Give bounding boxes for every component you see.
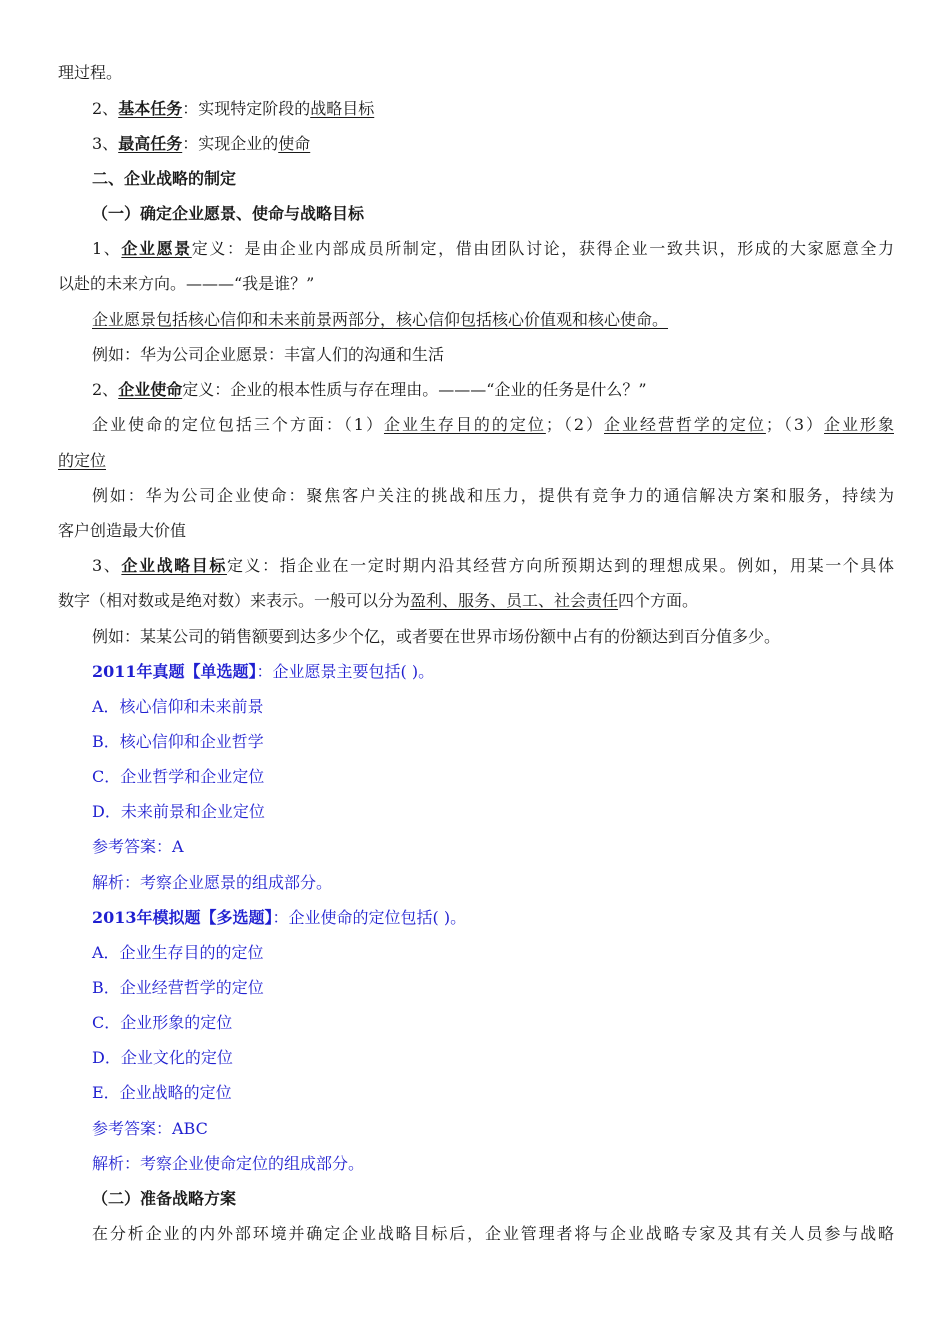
text-line: 在分析企业的内外部环境并确定企业战略目标后，企业管理者将与企业战略专家及其有关人员参与战略 <box>92 1224 894 1243</box>
subsection-heading: （二）准备战略方案 <box>92 1189 237 1208</box>
subsection-heading: （一）确定企业愿景、使命与战略目标 <box>92 204 365 223</box>
question-1: 2011年真题【单选题】：企业愿景主要包括( )。 <box>92 662 435 681</box>
goal-categories: 数字（相对数或是绝对数）来表示。一般可以分为盈利、服务、员工、社会责任四个方面。 <box>58 591 699 610</box>
basic-task-line: 2、基本任务：实现特定阶段的战略目标 <box>92 99 375 118</box>
text-line: 客户创造最大价值 <box>58 521 187 540</box>
term-strategy-goal: 企业战略目标 <box>121 556 227 575</box>
mission-definition: 2、企业使命定义：企业的根本性质与存在理由。———“企业的任务是什么？” <box>92 380 647 399</box>
option-d: D．未来前景和企业定位 <box>92 802 265 821</box>
highest-task-line: 3、最高任务：实现企业的使命 <box>92 134 311 153</box>
option-e: E．企业战略的定位 <box>92 1083 232 1102</box>
term-basic-task: 基本任务 <box>118 99 183 118</box>
goal-example: 例如：某某公司的销售额要到达多少个亿，或者要在世界市场份额中占有的份额达到百分值多少。 <box>92 627 781 646</box>
question-tag: 2011年真题【单选题】 <box>92 662 257 681</box>
term-mission-def: 企业使命 <box>118 380 183 399</box>
option-b: B．企业经营哲学的定位 <box>92 978 264 997</box>
option-c: C．企业形象的定位 <box>92 1013 233 1032</box>
mission-example: 例如：华为公司企业使命：聚焦客户关注的挑战和压力，提供有竞争力的通信解决方案和服务，持续为 <box>92 486 894 505</box>
reference-answer: 参考答案：A <box>92 837 184 856</box>
option-b: B．核心信仰和企业哲学 <box>92 732 264 751</box>
analysis: 解析：考察企业愿景的组成部分。 <box>92 873 333 892</box>
term-mission: 使命 <box>278 134 311 153</box>
text-line: 的定位 <box>58 451 107 470</box>
option-a: A．核心信仰和未来前景 <box>92 697 264 716</box>
section-heading: 二、企业战略的制定 <box>92 169 237 188</box>
reference-answer: 参考答案：ABC <box>92 1119 208 1138</box>
term-vision: 企业愿景 <box>121 239 192 258</box>
analysis: 解析：考察企业使命定位的组成部分。 <box>92 1154 365 1173</box>
term-strategic-goal: 战略目标 <box>310 99 375 118</box>
question-tag: 2013年模拟题【多选题】 <box>92 908 273 927</box>
option-d: D．企业文化的定位 <box>92 1048 233 1067</box>
mission-positioning: 企业使命的定位包括三个方面：（1）企业生存目的的定位；（2）企业经营哲学的定位；（3）企业形象 <box>92 415 894 434</box>
vision-example: 例如：华为公司企业愿景：丰富人们的沟通和生活 <box>92 345 445 364</box>
term-highest-task: 最高任务 <box>118 134 183 153</box>
vision-definition: 1、企业愿景定义：是由企业内部成员所制定，借由团队讨论，获得企业一致共识，形成的大家愿意全力 <box>92 239 894 258</box>
text-line: 以赴的未来方向。———“我是谁？” <box>58 274 315 293</box>
option-a: A．企业生存目的的定位 <box>92 943 264 962</box>
option-c: C．企业哲学和企业定位 <box>92 767 265 786</box>
question-2: 2013年模拟题【多选题】：企业使命的定位包括( )。 <box>92 908 467 927</box>
vision-components: 企业愿景包括核心信仰和未来前景两部分，核心信仰包括核心价值观和核心使命。 <box>92 310 669 329</box>
text-line: 理过程。 <box>58 63 123 82</box>
goal-definition: 3、企业战略目标定义：指企业在一定时期内沿其经营方向所预期达到的理想成果。例如，用某一个具体 <box>92 556 894 575</box>
